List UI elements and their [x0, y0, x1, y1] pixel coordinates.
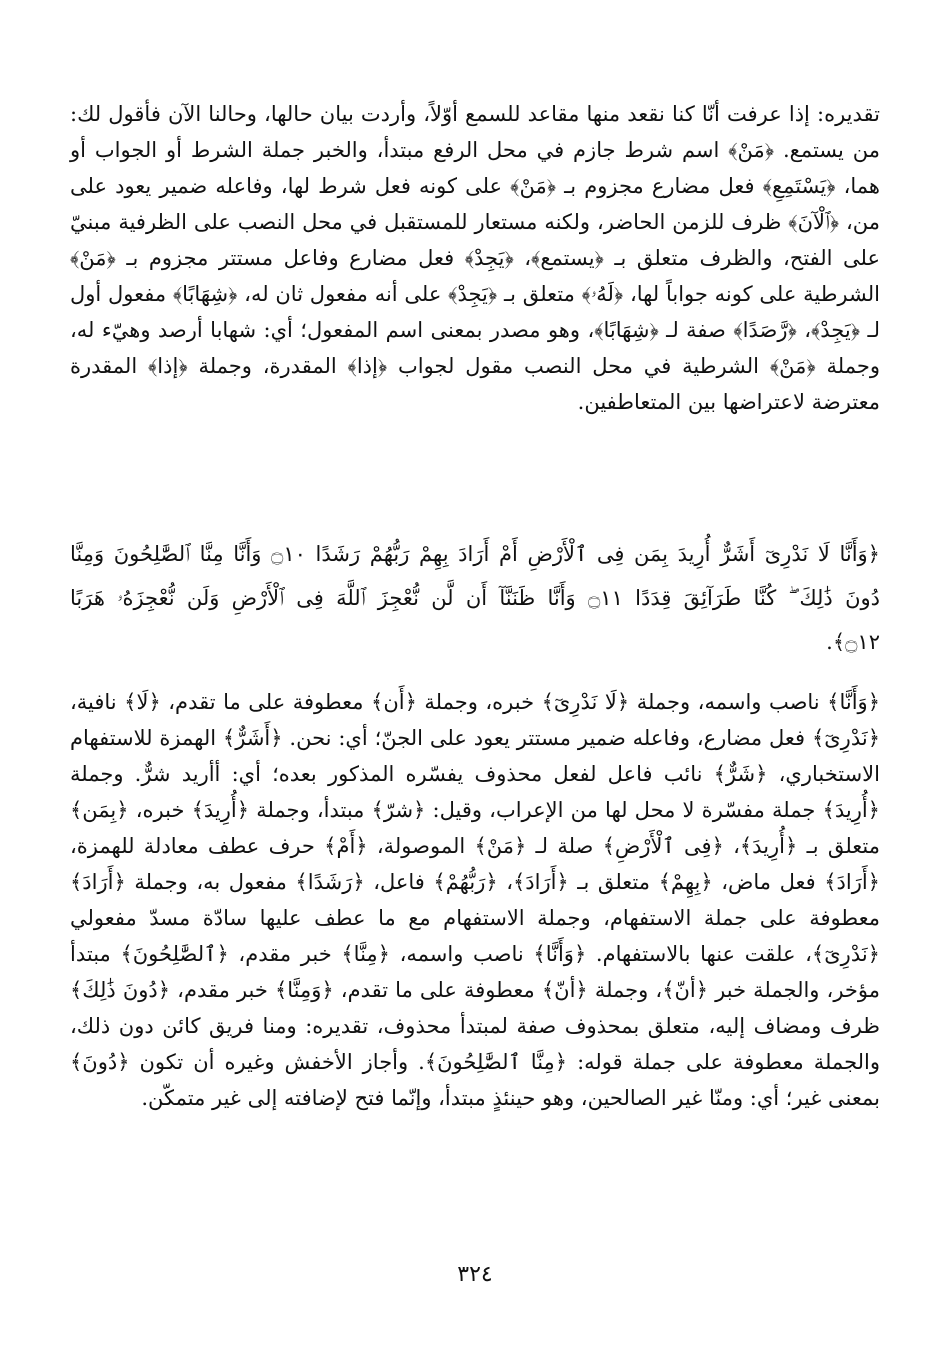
- quran-verse-block: ﴿وَأَنَّا لَا نَدْرِىٓ أَشَرٌّ أُرِيدَ بِمَن فِى ٱلْأَرْضِ أَمْ أَرَادَ بِهِمْ رَبُّهُمْ رَشَدًا ۝١٠ وَأَنَّا مِنَّا ٱلصَّٰلِحُونَ وَمِنَّا دُونَ ذَٰلِكَ ۖ كُنَّا طَرَآئِقَ قِدَدًا ۝١١ وَأَنَّا ظَنَنَّآ أَن لَّن نُّعْجِزَ ٱللَّهَ فِى ٱلْأَرْضِ وَلَن نُّعْجِزَهُۥ هَرَبًا ۝١٢﴾.: [70, 542, 880, 654]
- explanation-paragraph-1: تقديره: إذا عرفت أنّا كنا نقعد منها مقاعد للسمع أوّلاً، وأردت بيان حالها، وحالنا الآن فأقول لك: من يستمع. ﴿مَنْ﴾ اسم شرط جازم في محل الرفع مبتدأ، والخبر جملة الشرط أو الجواب أو هما، ﴿يَسْتَمِعِ﴾ فعل مضارع مجزوم بـ ﴿مَنْ﴾ على كونه فعل شرط لها، وفاعله ضمير يعود على من، ﴿ٱلْآنَ﴾ ظرف للزمن الحاضر، ولكنه مستعار للمستقبل في محل النصب على الظرفية مبنيّ على الفتح، والظرف متعلق بـ ﴿يستمع﴾، ﴿يَجِدْ﴾ فعل مضارع وفاعل مستتر مجزوم بـ ﴿مَنْ﴾ الشرطية على كونه جواباً لها، ﴿لَهُۥ﴾ متعلق بـ ﴿يَجِدْ﴾ على أنه مفعول ثان له، ﴿شِهَابًا﴾ مفعول أول لـ ﴿يَجِدْ﴾، ﴿رَّصَدًا﴾ صفة لـ ﴿شِهَابًا﴾، وهو مصدر بمعنى اسم المفعول؛ أي: شهابا أرصد وهيّء له، وجملة ﴿مَنْ﴾ الشرطية في محل النصب مقول لجواب ﴿إذا﴾ المقدرة، وجملة ﴿إذا﴾ المقدرة معترضة لاعتراضها بين المتعاطفين.: [70, 102, 880, 414]
- explanation-paragraph-2: ﴿وَأَنَّا﴾ ناصب واسمه، وجملة ﴿لَا نَدْرِىٓ﴾ خبره، وجملة ﴿أَن﴾ معطوفة على ما تقدم، ﴿لَا﴾ نافية، ﴿نَدْرِىٓ﴾ فعل مضارع، وفاعله ضمير مستتر يعود على الجنّ؛ أي: نحن. ﴿أَشَرٌّ﴾ الهمزة للاستفهام الاستخباري، ﴿شَرٌّ﴾ نائب فاعل لفعل محذوف يفسّره المذكور بعده؛ أي: أأريد شرٌّ. وجملة ﴿أُرِيدَ﴾ جملة مفسّرة لا محل لها من الإعراب، وقيل: ﴿شرّ﴾ مبتدأ، وجملة ﴿أُرِيدَ﴾ خبره، ﴿بِمَن﴾ متعلق بـ ﴿أُرِيدَ﴾، ﴿فِى ٱلْأَرْضِ﴾ صلة لـ ﴿مَنْ﴾ الموصولة، ﴿أَمْ﴾ حرف عطف معادلة للهمزة، ﴿أَرَادَ﴾ فعل ماض، ﴿بِهِمْ﴾ متعلق بـ ﴿أَرَادَ﴾، ﴿رَبُّهُمْ﴾ فاعل، ﴿رَشَدًا﴾ مفعول به، وجملة ﴿أَرَادَ﴾ معطوفة على جملة الاستفهام، وجملة الاستفهام مع ما عطف عليها سادّة مسدّ مفعولي ﴿نَدْرِىٓ﴾، علقت عنها بالاستفهام. ﴿وَأَنَّا﴾ ناصب واسمه، ﴿مِنَّا﴾ خبر مقدم، ﴿ٱلصَّٰلِحُونَ﴾ مبتدأ مؤخر، والجملة خبر ﴿أنّ﴾، وجملة ﴿أنّ﴾ معطوفة على ما تقدم، ﴿وَمِنَّا﴾ خبر مقدم، ﴿دُونَ ذَٰلِكَ﴾ ظرف ومضاف إليه، متعلق بمحذوف صفة لمبتدأ محذوف، تقديره: ومنا فريق كائن دون ذلك، والجملة معطوفة على جملة قوله: ﴿مِنَّا ٱلصَّٰلِحُونَ﴾. وأجاز الأخفش وغيره أن تكون ﴿دُونَ﴾ بمعنى غير؛ أي: ومنّا غير الصالحين، وهو حينئذٍ مبتدأ، وإنّما فتح لإضافته إلى غير متمكّن.: [70, 690, 880, 1110]
- page-body: [70, 96, 880, 1264]
- page-number: ٣٢٤: [457, 1262, 493, 1287]
